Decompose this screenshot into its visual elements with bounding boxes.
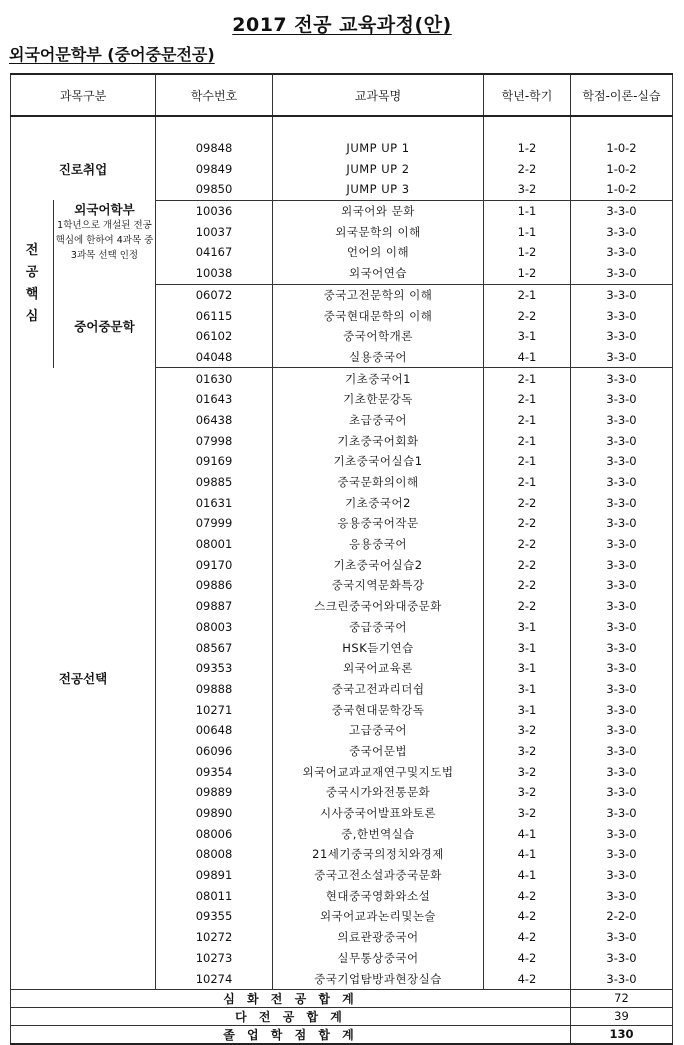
course-code: 09890 [156,803,273,824]
year-semester: 1-2 [484,263,571,284]
year-semester: 2-1 [484,410,571,431]
course-name: 실용중국어 [273,347,484,368]
course-code: 06096 [156,741,273,762]
course-name: JUMP UP 2 [273,158,484,179]
course-name: 중국기업탐방과현장실습 [273,968,484,989]
total-label: 졸 업 학 점 합 계 [11,1025,571,1044]
total-row [11,989,673,1007]
course-code: 09888 [156,679,273,700]
credits: 3-3-0 [571,844,673,865]
header-year-semester: 학년-학기 [484,74,571,116]
course-name: 중국시가와전통문화 [273,782,484,803]
curriculum-table [10,73,673,1045]
course-name: 언어의 이해 [273,242,484,263]
course-name: 중국현대문학의 이해 [273,305,484,326]
year-semester: 2-2 [484,513,571,534]
course-name: 스크린중국어와대중문화 [273,596,484,617]
total-row [11,1025,673,1044]
year-semester: 4-1 [484,865,571,886]
year-semester: 2-2 [484,596,571,617]
course-code: 09886 [156,575,273,596]
credits: 3-3-0 [571,927,673,948]
course-name: 외국어연습 [273,263,484,284]
year-semester: 4-1 [484,844,571,865]
year-semester: 3-2 [484,720,571,741]
course-code: 08567 [156,637,273,658]
course-name: 기초중국어2 [273,492,484,513]
category-elective: 전공선택 [11,368,156,990]
course-name: 중국문화의이해 [273,472,484,493]
year-semester: 2-1 [484,368,571,389]
total-value: 130 [571,1025,673,1044]
credits: 3-3-0 [571,968,673,989]
course-code: 08001 [156,534,273,555]
course-code: 04167 [156,242,273,263]
credits: 3-3-0 [571,389,673,410]
credits: 3-3-0 [571,596,673,617]
course-code: 09354 [156,761,273,782]
credits: 3-3-0 [571,513,673,534]
credits: 3-3-0 [571,451,673,472]
total-value: 72 [571,989,673,1007]
credits: 3-3-0 [571,948,673,969]
course-code: 10038 [156,263,273,284]
course-code: 06438 [156,410,273,431]
category-chinese-major: 중어중문학 [54,284,156,368]
course-code: 04048 [156,347,273,368]
year-semester: 3-2 [484,782,571,803]
year-semester: 1-1 [484,200,571,221]
course-code: 06115 [156,305,273,326]
course-code: 08011 [156,885,273,906]
credits: 1-0-2 [571,158,673,179]
course-name: JUMP UP 1 [273,138,484,159]
course-code: 09848 [156,138,273,159]
course-name: 외국어와 문화 [273,200,484,221]
total-value: 39 [571,1007,673,1025]
course-name: 중국어문법 [273,741,484,762]
credits: 3-3-0 [571,347,673,368]
course-name: 중국고전문학의 이해 [273,284,484,305]
credits: 3-3-0 [571,761,673,782]
year-semester: 3-2 [484,741,571,762]
course-code: 07999 [156,513,273,534]
course-code: 10037 [156,221,273,242]
category-career: 진로취업 [11,138,156,201]
year-semester: 3-1 [484,699,571,720]
course-name: 중국어학개론 [273,326,484,347]
credits: 3-3-0 [571,637,673,658]
course-name: 중,한번역실습 [273,823,484,844]
year-semester: 2-1 [484,451,571,472]
credits: 3-3-0 [571,720,673,741]
course-name: 중국지역문화특강 [273,575,484,596]
year-semester: 3-2 [484,761,571,782]
credits: 3-3-0 [571,326,673,347]
course-name: 외국문학의 이해 [273,221,484,242]
course-code: 09170 [156,554,273,575]
credits: 3-3-0 [571,554,673,575]
course-code: 10272 [156,927,273,948]
course-name: 중국고전소설과중국문화 [273,865,484,886]
course-code: 10036 [156,200,273,221]
credits: 3-3-0 [571,617,673,638]
course-name: 실무통상중국어 [273,948,484,969]
course-name: 기초중국어회화 [273,430,484,451]
year-semester: 3-1 [484,326,571,347]
course-name: 현대중국영화와소설 [273,885,484,906]
year-semester: 4-1 [484,347,571,368]
credits: 3-3-0 [571,263,673,284]
faculty-note: 1학년으로 개설된 전공 핵심에 한하여 4과목 중 3과목 선택 인정 [55,220,154,262]
course-name: 응용중국어 [273,534,484,555]
document-title: 2017 전공 교육과정(안) [232,14,452,36]
header-course-name: 교과목명 [273,74,484,116]
credits: 3-3-0 [571,534,673,555]
course-name: 고급중국어 [273,720,484,741]
course-code: 09169 [156,451,273,472]
course-name: 기초중국어실습2 [273,554,484,575]
year-semester: 2-1 [484,472,571,493]
course-name: 21세기중국의정치와경제 [273,844,484,865]
year-semester: 2-1 [484,389,571,410]
credits: 3-3-0 [571,200,673,221]
credits: 3-3-0 [571,782,673,803]
faculty-title: 외국어학부 [74,202,135,218]
course-code: 10271 [156,699,273,720]
year-semester: 3-2 [484,803,571,824]
credits: 3-3-0 [571,741,673,762]
course-code: 09849 [156,158,273,179]
course-name: 중국현대문학강독 [273,699,484,720]
course-name: 외국어교육론 [273,658,484,679]
course-name: 중급중국어 [273,617,484,638]
course-code: 08008 [156,844,273,865]
year-semester: 2-1 [484,284,571,305]
year-semester: 3-2 [484,179,571,200]
course-code: 09891 [156,865,273,886]
table-row [11,368,673,389]
year-semester: 4-2 [484,968,571,989]
year-semester: 4-1 [484,823,571,844]
credits: 3-3-0 [571,492,673,513]
credits: 3-3-0 [571,368,673,389]
course-code: 01631 [156,492,273,513]
total-label: 심 화 전 공 합 계 [11,989,571,1007]
course-code: 01643 [156,389,273,410]
year-semester: 2-2 [484,534,571,555]
year-semester: 4-2 [484,948,571,969]
year-semester: 3-1 [484,658,571,679]
table-row [11,200,673,221]
table-row [11,284,673,305]
course-name: 기초중국어1 [273,368,484,389]
year-semester: 2-1 [484,430,571,451]
year-semester: 4-2 [484,885,571,906]
course-name: 의료관광중국어 [273,927,484,948]
credits: 3-3-0 [571,410,673,431]
year-semester: 1-2 [484,242,571,263]
course-code: 06072 [156,284,273,305]
course-name: 기초한문강독 [273,389,484,410]
document-subtitle: 외국어문학부 (중어중문전공) [9,45,215,64]
course-code: 08003 [156,617,273,638]
credits: 3-3-0 [571,242,673,263]
credits: 3-3-0 [571,658,673,679]
course-name: 중국고전과리더쉽 [273,679,484,700]
year-semester: 2-2 [484,492,571,513]
credits: 3-3-0 [571,823,673,844]
credits: 3-3-0 [571,699,673,720]
credits: 3-3-0 [571,430,673,451]
course-code: 09889 [156,782,273,803]
credits: 1-0-2 [571,138,673,159]
credits: 3-3-0 [571,284,673,305]
course-code: 01630 [156,368,273,389]
credits: 2-2-0 [571,906,673,927]
course-code: 09850 [156,179,273,200]
course-code: 10273 [156,948,273,969]
year-semester: 1-1 [484,221,571,242]
course-name: 초급중국어 [273,410,484,431]
category-major-core: 전 공 핵 심 [11,200,54,368]
category-faculty [54,200,156,284]
year-semester: 3-1 [484,637,571,658]
year-semester: 4-2 [484,906,571,927]
course-code: 08006 [156,823,273,844]
course-code: 09885 [156,472,273,493]
course-name: 응용중국어작문 [273,513,484,534]
course-name: HSK듣기연습 [273,637,484,658]
table-body [11,116,673,989]
credits: 3-3-0 [571,305,673,326]
course-name: 외국어교과교재연구및지도법 [273,761,484,782]
credits: 3-3-0 [571,221,673,242]
course-code: 06102 [156,326,273,347]
course-name: 기초중국어실습1 [273,451,484,472]
header-category: 과목구분 [11,74,156,116]
year-semester: 2-2 [484,305,571,326]
year-semester: 1-2 [484,138,571,159]
year-semester: 4-2 [484,927,571,948]
course-name: 외국어교과논리및논술 [273,906,484,927]
course-name: JUMP UP 3 [273,179,484,200]
total-label: 다 전 공 합 계 [11,1007,571,1025]
credits: 1-0-2 [571,179,673,200]
credits: 3-3-0 [571,865,673,886]
year-semester: 3-1 [484,617,571,638]
table-totals [11,989,673,1044]
header-credits: 학점-이론-실습 [571,74,673,116]
year-semester: 2-2 [484,158,571,179]
total-row [11,1007,673,1025]
year-semester: 2-2 [484,575,571,596]
credits: 3-3-0 [571,575,673,596]
credits: 3-3-0 [571,803,673,824]
credits: 3-3-0 [571,679,673,700]
credits: 3-3-0 [571,472,673,493]
course-code: 09353 [156,658,273,679]
header-course-code: 학수번호 [156,74,273,116]
course-name: 시사중국어발표와토론 [273,803,484,824]
course-code: 07998 [156,430,273,451]
year-semester: 2-2 [484,554,571,575]
table-row [11,138,673,159]
course-code: 09355 [156,906,273,927]
table-header-row [11,74,673,116]
year-semester: 3-1 [484,679,571,700]
course-code: 10274 [156,968,273,989]
course-code: 09887 [156,596,273,617]
credits: 3-3-0 [571,885,673,906]
course-code: 00648 [156,720,273,741]
